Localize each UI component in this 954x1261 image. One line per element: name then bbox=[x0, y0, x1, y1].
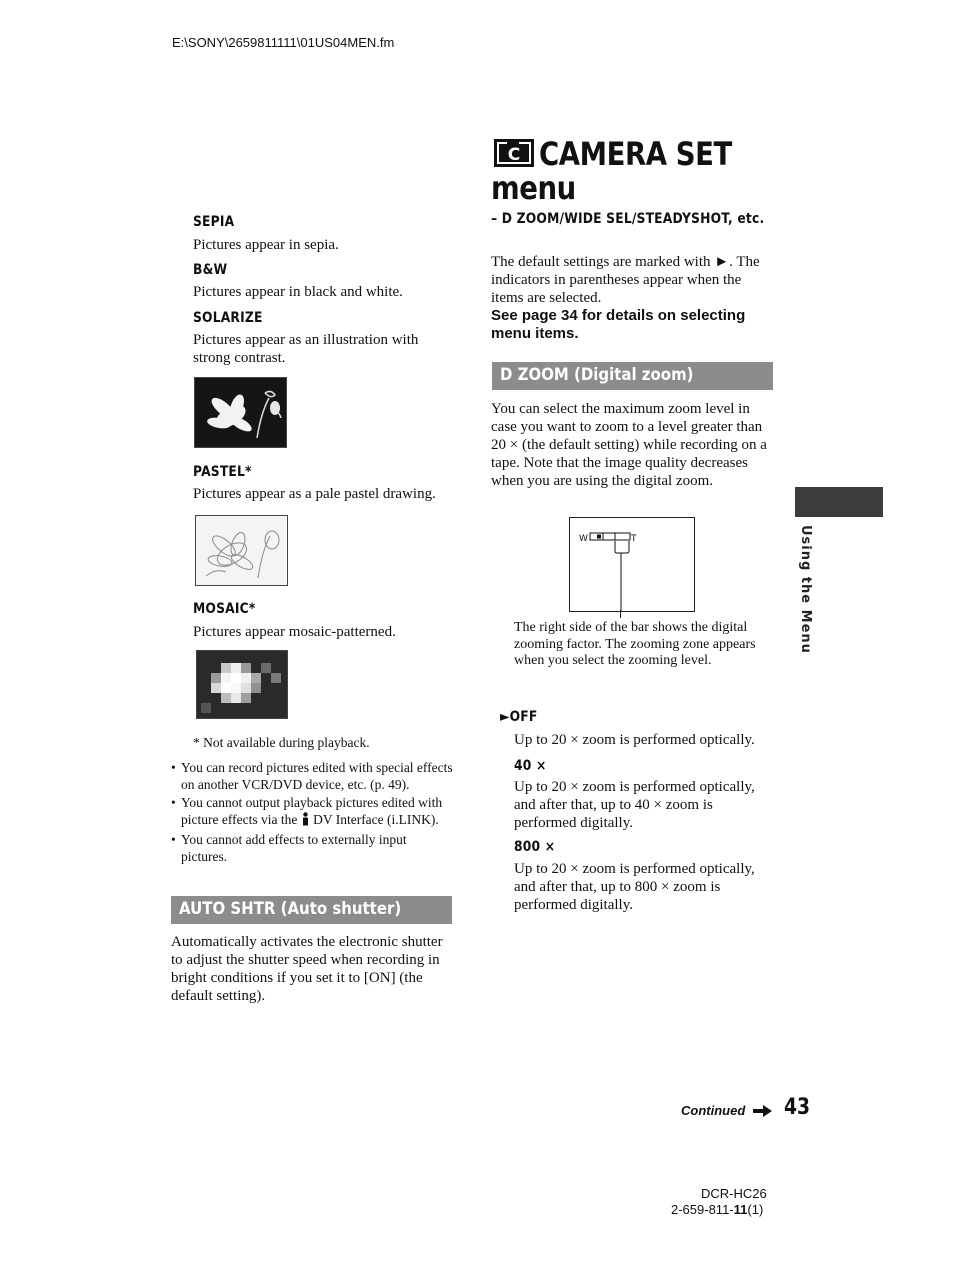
camera-set-icon bbox=[493, 138, 535, 173]
intro-text: The default settings are marked with ►. The indicators in parentheses appear when the items are selected. bbox=[491, 254, 760, 306]
option-800x-heading: 800 × bbox=[514, 839, 556, 855]
auto-shtr-text: Automatically activates the electronic shutter to adjust the shutter speed when recording in bright conditions if you set it to [ON] (the default setting). bbox=[171, 934, 443, 1004]
note-item: • You cannot output playback pictures edited with picture effects via the DV Interface (i.LINK). bbox=[171, 795, 453, 830]
svg-text:W: W bbox=[579, 534, 588, 544]
intro-bold-text: See page 34 for details on selecting menu items. bbox=[491, 307, 746, 342]
mosaic-heading: MOSAIC* bbox=[193, 601, 256, 617]
mosaic-sample-image bbox=[196, 650, 288, 719]
page-title-line2: menu bbox=[491, 169, 576, 207]
note-item: • You can record pictures edited with special effects on another VCR/DVD device, etc. (p. 49). bbox=[171, 760, 453, 792]
solarize-text: Pictures appear as an illustration with strong contrast. bbox=[193, 332, 419, 366]
svg-text:T: T bbox=[631, 534, 637, 544]
sepia-text: Pictures appear in sepia. bbox=[193, 237, 339, 253]
page-number: 43 bbox=[784, 1095, 811, 1120]
dzoom-section-header: D ZOOM (Digital zoom) bbox=[492, 362, 773, 390]
zoom-indicator-diagram bbox=[569, 517, 695, 612]
bw-text: Pictures appear in black and white. bbox=[193, 284, 403, 300]
solarize-heading: SOLARIZE bbox=[193, 310, 263, 326]
option-800x-text: Up to 20 × zoom is performed optically, and after that, up to 800 × zoom is performed digitally. bbox=[514, 861, 755, 913]
svg-text:C: C bbox=[507, 145, 521, 165]
pastel-heading: PASTEL* bbox=[193, 464, 252, 480]
sepia-heading: SEPIA bbox=[193, 214, 235, 230]
notes-list bbox=[171, 760, 453, 867]
continued-label: Continued bbox=[681, 1103, 746, 1118]
dv-interface-icon bbox=[301, 812, 310, 831]
diagram-caption: The right side of the bar shows the digital zooming factor. The zooming zone appears when you select the zooming level. bbox=[514, 620, 756, 668]
auto-shtr-section-header: AUTO SHTR (Auto shutter) bbox=[171, 896, 452, 924]
diagram-leader-line bbox=[620, 610, 621, 618]
option-40x-text: Up to 20 × zoom is performed optically, and after that, up to 40 × zoom is performed digitally. bbox=[514, 779, 755, 831]
option-40x-heading: 40 × bbox=[514, 758, 547, 774]
page-title-line1: CAMERA SET bbox=[539, 135, 732, 173]
page-subtitle: – D ZOOM/WIDE SEL/STEADYSHOT, etc. bbox=[491, 211, 765, 227]
pastel-sample-image bbox=[195, 515, 288, 586]
solarize-sample-image bbox=[194, 377, 287, 448]
section-tab-marker bbox=[795, 487, 883, 517]
option-off-text: Up to 20 × zoom is performed optically. bbox=[514, 732, 755, 748]
note-item: • You cannot add effects to externally input pictures. bbox=[171, 832, 407, 864]
bw-heading: B&W bbox=[193, 262, 228, 278]
document-code: 2-659-811-11(1) bbox=[671, 1202, 764, 1217]
section-tab-label: Using the Menu bbox=[798, 525, 813, 654]
dzoom-text: You can select the maximum zoom level in case you want to zoom to a level greater than 20 × (the default setting) while recording on a tape. Note that the image quality decreases when you are using the digital zoom. bbox=[491, 401, 767, 489]
pastel-text: Pictures appear as a pale pastel drawing. bbox=[193, 486, 436, 502]
option-off-heading: ►OFF bbox=[500, 709, 538, 725]
file-path: E:\SONY\2659811111\01US04MEN.fm bbox=[172, 35, 395, 50]
model-number: DCR-HC26 bbox=[701, 1186, 767, 1201]
mosaic-text: Pictures appear mosaic-patterned. bbox=[193, 624, 396, 640]
footnote: * Not available during playback. bbox=[193, 735, 370, 750]
continued-arrow-icon bbox=[753, 1104, 773, 1122]
